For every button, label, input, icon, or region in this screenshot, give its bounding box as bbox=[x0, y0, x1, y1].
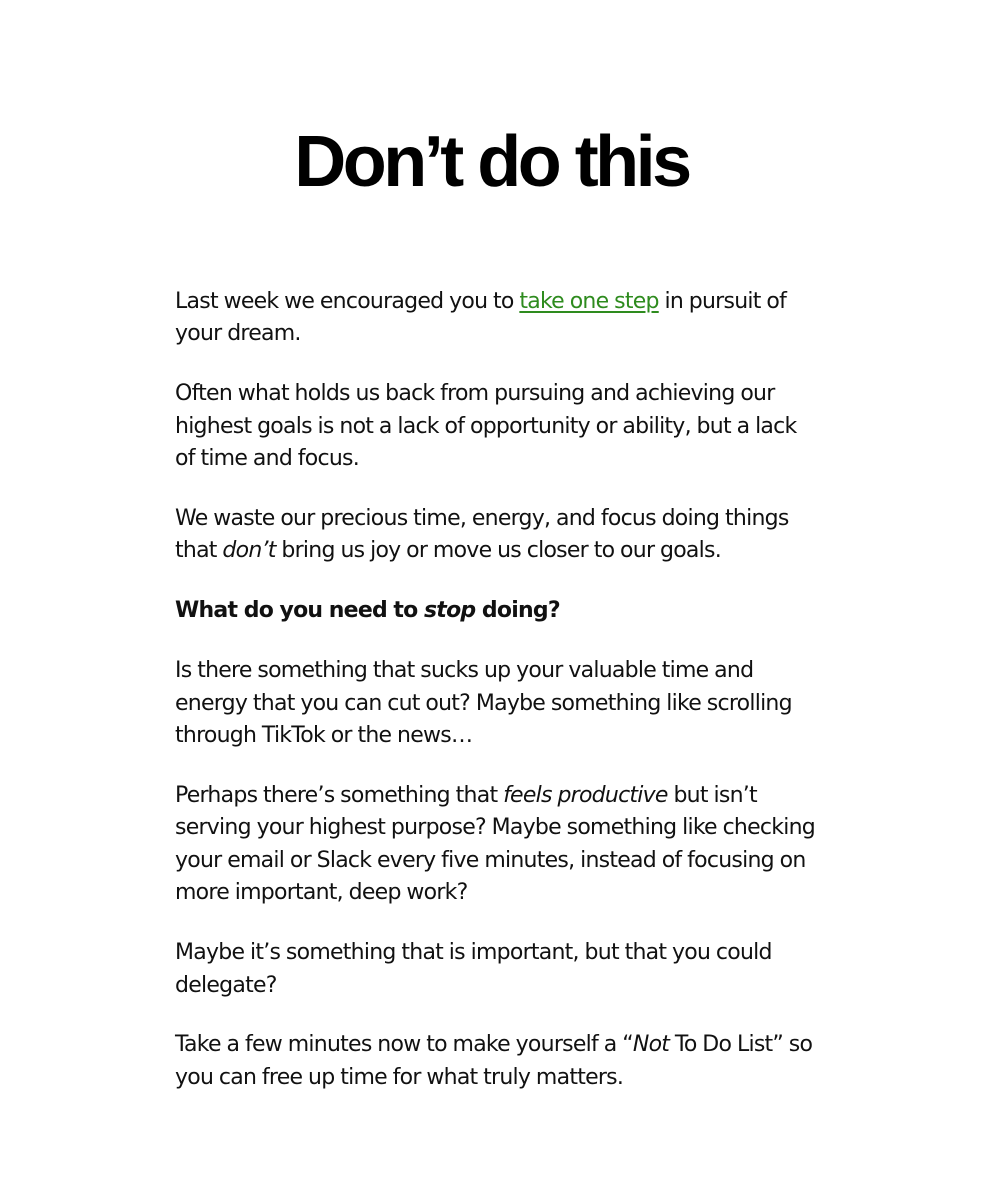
paragraph-cut-out: Is there something that sucks up your valuable time and energy that you can cut out? Maybe something like scrolling through TikTok or the news… bbox=[175, 658, 792, 749]
take-one-step-link[interactable]: take one step bbox=[519, 289, 659, 314]
paragraph-feels-productive-emphasis: feels productive bbox=[503, 782, 668, 808]
paragraph-feels-productive-text-start: Perhaps there’s something that bbox=[175, 782, 504, 808]
paragraph-waste bbox=[175, 503, 815, 568]
paragraph-feels-productive bbox=[175, 780, 815, 910]
paragraph-waste-text-start: We waste our precious time, energy, and focus doing things that bbox=[175, 506, 789, 564]
paragraph-feels-productive-text-end: but isn’t serving your highest purpose? Maybe something like checking your email or Slack every five minutes, instead of focusing on more important, deep work? bbox=[175, 782, 815, 906]
paragraph-time-focus: Often what holds us back from pursuing and achieving our highest goals is not a lack of opportunity or ability, but a lack of time and focus. bbox=[175, 381, 797, 472]
section-heading bbox=[175, 595, 815, 627]
paragraph-intro-text-end: in pursuit of your dream. bbox=[175, 289, 787, 347]
article-body bbox=[175, 286, 815, 1122]
paragraph-intro bbox=[175, 286, 815, 351]
paragraph-not-to-do-text-end: To Do List” so you can free up time for what truly matters. bbox=[175, 1032, 813, 1090]
paragraph-waste-emphasis: don’t bbox=[222, 538, 276, 564]
paragraph-not-to-do-emphasis: Not bbox=[632, 1032, 670, 1058]
paragraph-not-to-do bbox=[175, 1029, 815, 1094]
section-heading-text-end: doing? bbox=[475, 598, 560, 624]
section-heading-text-start: What do you need to bbox=[175, 598, 424, 624]
paragraph-intro-text-start: Last week we encouraged you to bbox=[175, 289, 520, 314]
paragraph-waste-text-end: bring us joy or move us closer to our goals. bbox=[275, 538, 721, 564]
page-title: Don’t do this bbox=[294, 122, 689, 202]
paragraph-not-to-do-text-start: Take a few minutes now to make yourself a “ bbox=[175, 1032, 633, 1058]
section-heading-emphasis: stop bbox=[423, 598, 476, 624]
paragraph-delegate: Maybe it’s something that is important, but that you could delegate? bbox=[175, 940, 772, 998]
